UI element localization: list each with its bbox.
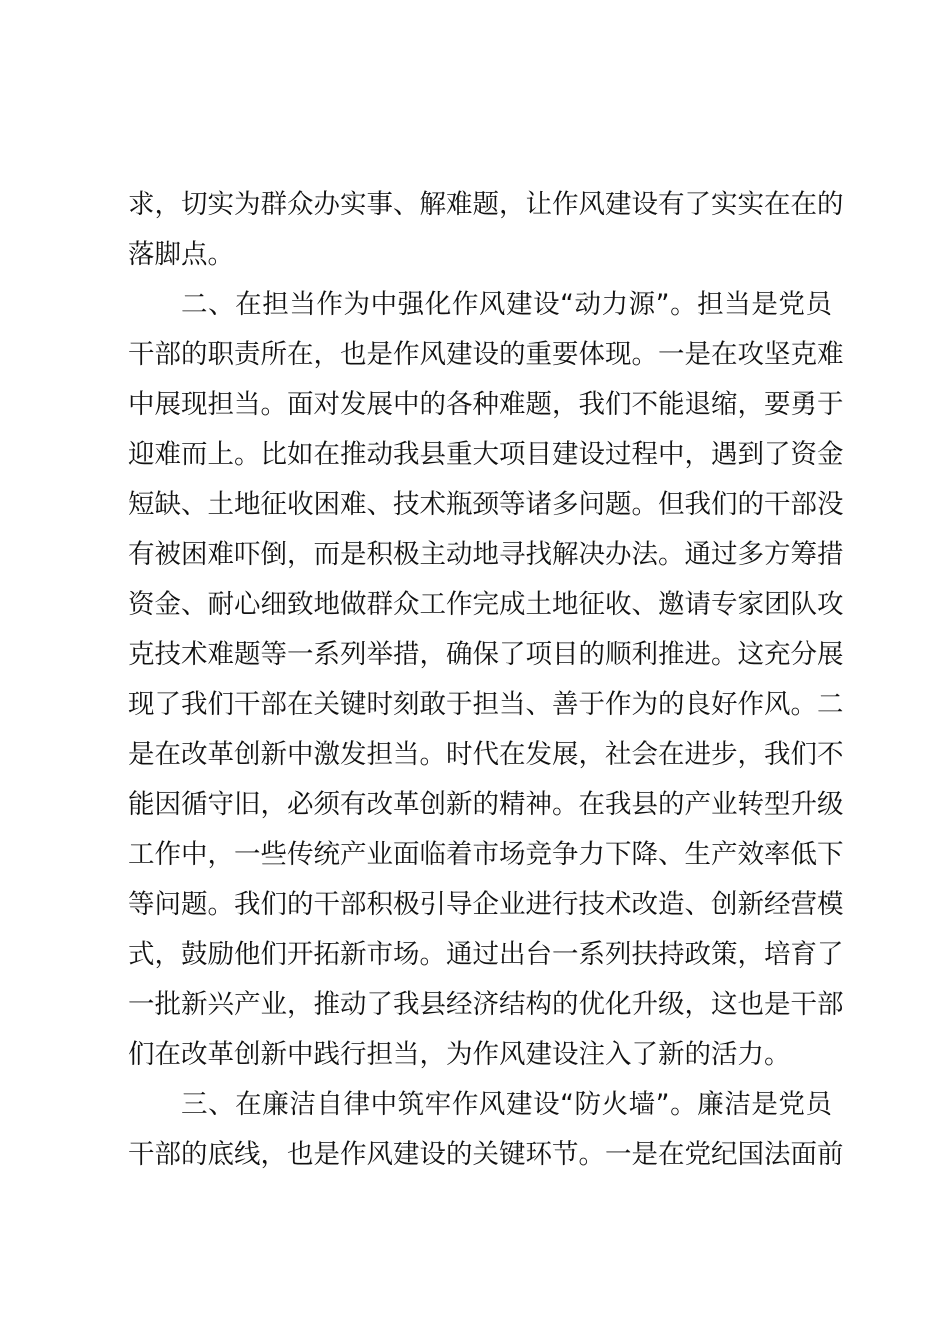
text-line: 有被困难吓倒，而是积极主动地寻找解决办法。通过多方筹措 [128,539,844,570]
text-line: 资金、耐心细致地做群众工作完成土地征收、邀请专家团队攻 [128,589,844,620]
body-text [128,180,844,1180]
text-line: 现了我们干部在关键时刻敢于担当、善于作为的良好作风。二 [128,689,844,720]
section-heading-line: 二、在担当作为中强化作风建设“动力源”。担当是党员 [181,289,832,320]
text-line: 一批新兴产业，推动了我县经济结构的优化升级，这也是干部 [128,989,844,1020]
text-line: 是在改革创新中激发担当。时代在发展，社会在进步，我们不 [128,739,844,770]
text-line: 能因循守旧，必须有改革创新的精神。在我县的产业转型升级 [128,789,844,820]
text-line: 中展现担当。面对发展中的各种难题，我们不能退缩，要勇于 [128,389,844,420]
text-line: 干部的职责所在，也是作风建设的重要体现。一是在攻坚克难 [128,339,844,370]
text-line: 求，切实为群众办实事、解难题，让作风建设有了实实在在的 [128,189,844,220]
text-line: 短缺、土地征收困难、技术瓶颈等诸多问题。但我们的干部没 [128,489,844,520]
text-line: 克技术难题等一系列举措，确保了项目的顺利推进。这充分展 [128,639,844,670]
text-line: 迎难而上。比如在推动我县重大项目建设过程中，遇到了资金 [128,439,844,470]
text-line: 式，鼓励他们开拓新市场。通过出台一系列扶持政策，培育了 [128,939,844,970]
text-line: 等问题。我们的干部积极引导企业进行技术改造、创新经营模 [128,889,844,920]
text-line: 们在改革创新中践行担当，为作风建设注入了新的活力。 [128,1039,791,1070]
text-line: 工作中，一些传统产业面临着市场竞争力下降、生产效率低下 [128,839,844,870]
text-line: 干部的底线，也是作风建设的关键环节。一是在党纪国法面前 [128,1139,844,1170]
text-line: 落脚点。 [128,239,234,270]
section-heading-line: 三、在廉洁自律中筑牢作风建设“防火墙”。廉洁是党员 [181,1089,832,1120]
